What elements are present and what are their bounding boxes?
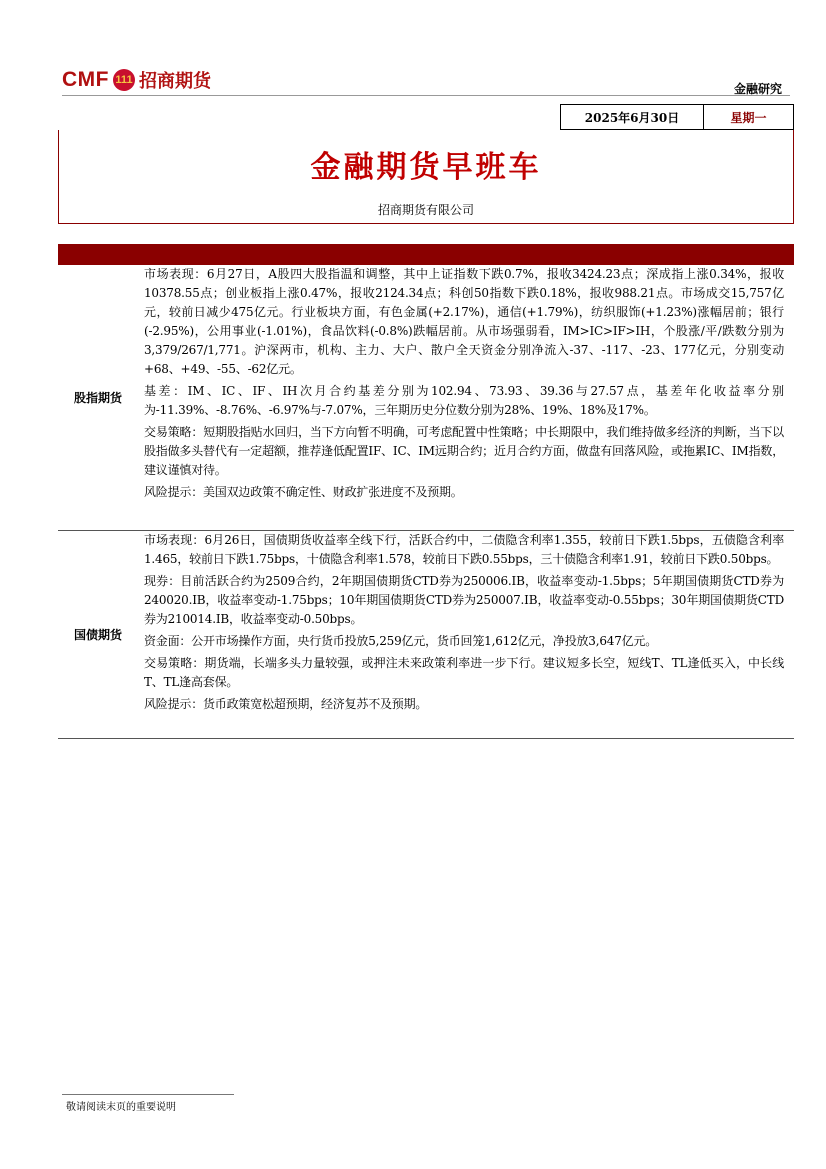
section-content xyxy=(138,265,794,530)
report-weekday: 星期一 xyxy=(730,110,767,125)
strategy-paragraph: 交易策略：短期股指贴水回归，当下方向暂不明确，可考虑配置中性策略；中长期限中，我们维持做多经济的判断，当下以股指做多头替代有一定超额，推荐逢低配置IF、IC、IM远期合约；近月合约方面，做盘有回落风险，或拖累IC、IM指数，建议谨慎对待。 xyxy=(144,425,784,477)
report-category: 金融研究 xyxy=(733,82,782,96)
cash-bonds-paragraph: 现券：目前活跃合约为2509合约，2年期国债期货CTD券为250006.IB，收益率变动-1.5bps；5年期国债期货CTD券为240020.IB，收益率变动-1.75bps；10年期国债期货CTD券为250007.IB，收益率变动-0.55bps；30年期国债期货CTD券为210014.IB，收益率变动-0.50bps。 xyxy=(144,574,784,626)
logo-emblem-icon: 111 xyxy=(113,69,135,91)
title-box xyxy=(58,130,794,224)
section-content xyxy=(138,531,794,738)
market-performance-paragraph: 市场表现：6月27日，A股四大股指温和调整，其中上证指数下跌0.7%，报收3424.23点；深成指上涨0.34%，报收10378.55点；创业板指上涨0.47%，报收2124.34点；科创50指数下跌0.18%，报收988.21点。市场成交15,757亿元，较前日减少475亿元。行业板块方面，有色金属(+2.17%)，通信(+1.79%)，纺织服饰(+1.23%)涨幅居前；银行(-2.95%)，公用事业(-1.01%)，食品饮料(-0.8%)跌幅居前。从市场强弱看，IM>IC>IF>IH，个股涨/平/跌数分别为3,379/267/1,771。沪深两市，机构、主力、大户、散户全天资金分别净流入-37、-117、-23、177亿元，分别变动+68、+49、-55、-62亿元。 xyxy=(144,267,784,376)
risk-paragraph: 风险提示：货币政策宽松超预期，经济复苏不及预期。 xyxy=(144,697,428,711)
footer-note: 敬请阅读末页的重要说明 xyxy=(66,1102,176,1113)
section-stock-futures xyxy=(58,265,794,531)
logo-cmf-text: CMF xyxy=(62,68,109,91)
section-bond-futures xyxy=(58,531,794,739)
company-logo xyxy=(62,66,211,94)
liquidity-paragraph: 资金面：公开市场操作方面，央行货币投放5,259亿元，货币回笼1,612亿元，净投放3,647亿元。 xyxy=(144,634,658,648)
report-date: 2025年6月30日 xyxy=(561,105,704,129)
header-divider xyxy=(62,95,790,96)
table-header-bar xyxy=(58,244,794,265)
company-name: 招商期货有限公司 xyxy=(377,203,474,217)
market-performance-paragraph: 市场表现：6月26日，国债期货收益率全线下行，活跃合约中，二债隐含利率1.355，较前日下跌1.5bps，五债隐含利率1.465，较前日下跌1.75bps，十债隐含利率1.578，较前日下跌0.55bps，三十债隐含利率1.91，较前日下跌0.50bps。 xyxy=(144,533,784,566)
basis-paragraph: 基差：IM、IC、IF、IH次月合约基差分别为102.94、73.93、39.36与27.57点，基差年化收益率分别为-11.39%、-8.76%、-6.97%与-7.07%，三年期历史分位数分别为28%、19%、18%及17%。 xyxy=(144,384,784,417)
page-title: 金融期货早班车 xyxy=(310,150,542,185)
section-label: 股指期货 xyxy=(73,391,122,405)
footer-divider xyxy=(62,1094,234,1095)
section-label: 国债期货 xyxy=(73,628,122,642)
date-bar xyxy=(560,104,794,130)
logo-name: 招商期货 xyxy=(139,71,211,92)
strategy-paragraph: 交易策略：期货端，长端多头力量较强，或押注未来政策利率进一步下行。建议短多长空，短线T、TL逢低买入，中长线T、TL逢高套保。 xyxy=(144,656,784,689)
risk-paragraph: 风险提示：美国双边政策不确定性、财政扩张进度不及预期。 xyxy=(144,485,463,499)
